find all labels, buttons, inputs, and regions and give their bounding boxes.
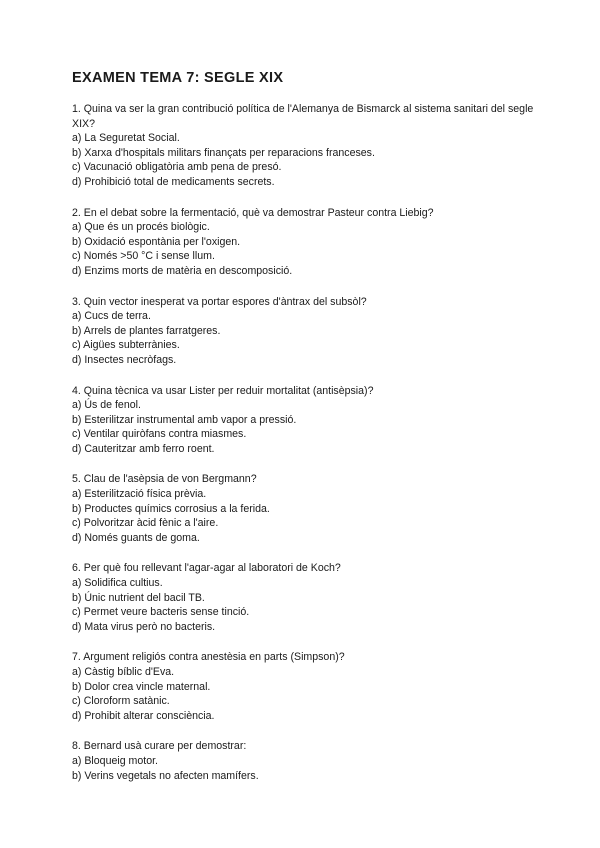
option-b: b) Verins vegetals no afecten mamífers. [72,769,259,782]
option-a: a) La Seguretat Social. [72,132,180,145]
option-a: a) Esterilització física prèvia. [72,488,207,501]
question-1 [72,102,540,190]
option-a: a) Ús de fenol. [72,399,141,412]
question-text: 8. Bernard usà curare per demostrar: [72,740,247,753]
option-d: d) Cauteritzar amb ferro roent. [72,442,215,455]
option-a: a) Càstig bíblic d'Eva. [72,666,175,678]
option-c: c) Permet veure bacteris sense tinció. [72,606,250,619]
question-3 [72,295,540,368]
question-2 [72,206,540,279]
question-6 [72,561,540,634]
question-8 [72,739,540,783]
option-c: c) Aigües subterrànies. [72,339,180,352]
option-a: a) Que és un procés biològic. [72,221,210,234]
question-text: 1. Quina va ser la gran contribució política de l'Alemanya de Bismarck al sistema sanitari del segle XIX? [72,103,534,130]
question-text: 4. Quina tècnica va usar Lister per reduir mortalitat (antisèpsia)? [72,384,374,397]
option-b: b) Dolor crea vincle maternal. [72,680,211,693]
option-b: b) Esterilitzar instrumental amb vapor a pressió. [72,413,297,426]
option-a: a) Solidifica cultius. [72,577,163,590]
question-text: 5. Clau de l'asèpsia de von Bergmann? [72,473,257,486]
option-b: b) Xarxa d'hospitals militars finançats per reparacions franceses. [72,146,375,159]
question-text: 3. Quin vector inesperat va portar espores d'àntrax del subsòl? [72,295,367,308]
option-d: d) Enzims morts de matèria en descomposició. [72,264,293,277]
option-b: b) Productes químics corrosius a la ferida. [72,502,270,515]
option-a: a) Cucs de terra. [72,310,151,323]
question-4 [72,384,540,457]
question-text: 7. Argument religiós contra anestèsia en parts (Simpson)? [72,651,345,664]
question-7 [72,650,540,723]
option-c: c) Vacunació obligatòria amb pena de presó. [72,161,282,174]
option-d: d) Insectes necròfags. [72,353,177,366]
question-5 [72,472,540,545]
option-b: b) Oxidació espontània per l'oxigen. [72,235,241,248]
option-d: d) Prohibició total de medicaments secrets. [72,175,275,188]
question-text: 6. Per què fou rellevant l'agar-agar al laboratori de Koch? [72,562,341,575]
option-b: b) Arrels de plantes farratgeres. [72,324,221,337]
option-a: a) Bloqueig motor. [72,754,158,767]
option-c: c) Ventilar quiròfans contra miasmes. [72,428,247,441]
option-d: d) Mata virus però no bacteris. [72,620,216,633]
option-d: d) Prohibit alterar consciència. [72,709,215,722]
option-c: c) Polvoritzar àcid fènic a l'aire. [72,517,219,530]
exam-title: EXAMEN TEMA 7: SEGLE XIX [72,70,284,86]
question-text: 2. En el debat sobre la fermentació, què va demostrar Pasteur contra Liebig? [72,206,434,219]
option-b: b) Únic nutrient del bacil TB. [72,591,205,604]
option-d: d) Només guants de goma. [72,531,200,544]
option-c: c) Cloroform satànic. [72,695,170,708]
option-c: c) Només >50 °C i sense llum. [72,250,215,263]
